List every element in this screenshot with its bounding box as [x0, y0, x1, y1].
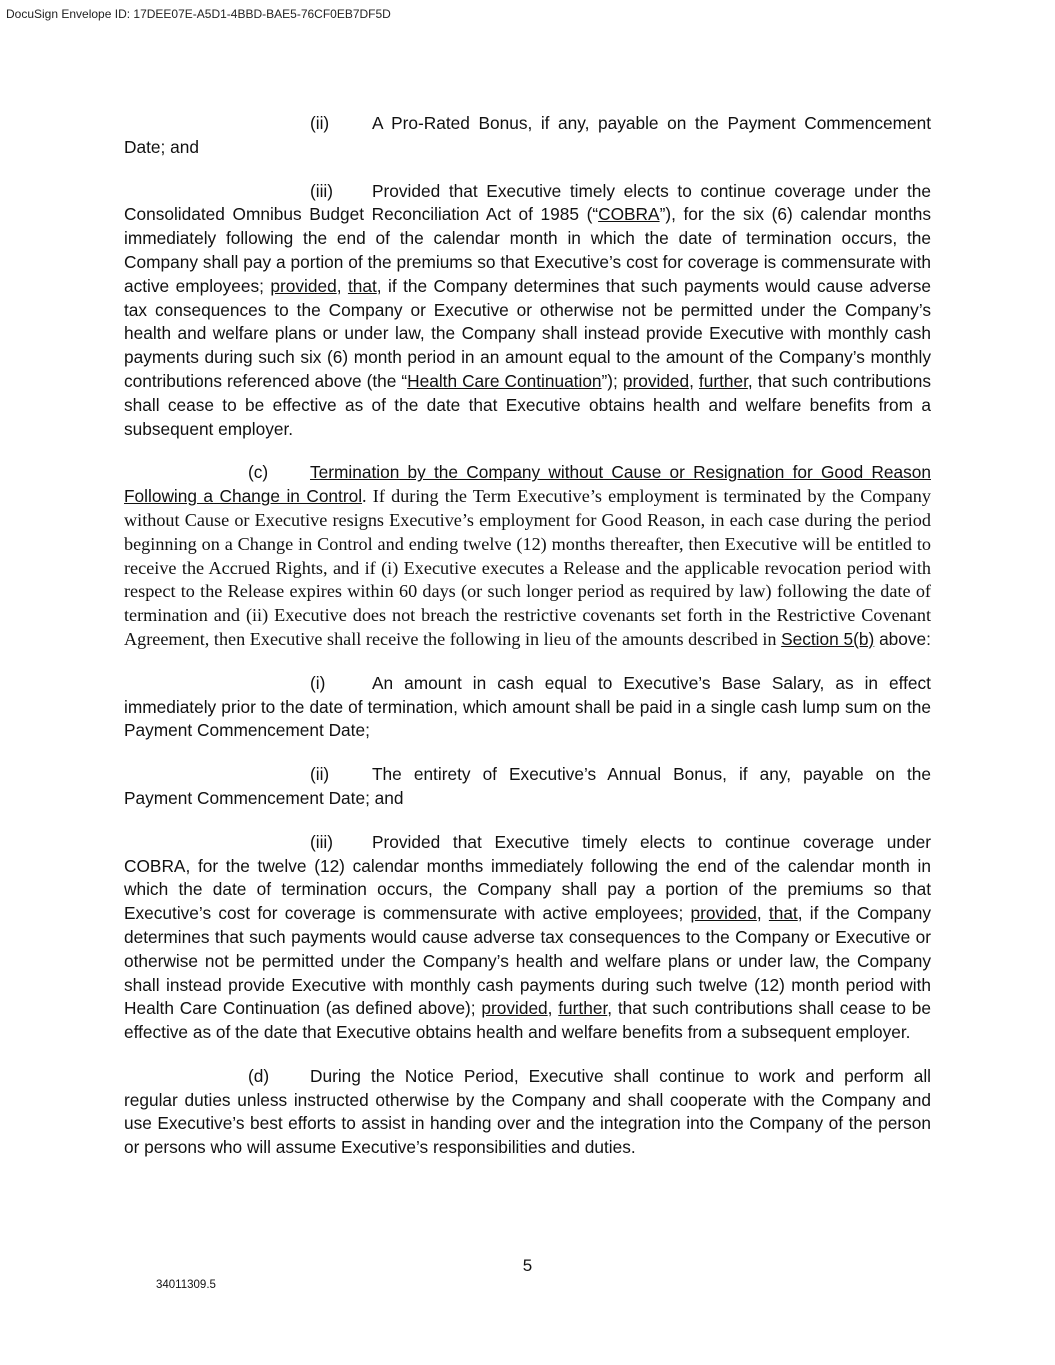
clause-text: An amount in cash equal to Executive’s Base Salary, as in effect immediately prior to the date of termination, which amount shall be paid in a single cash lump sum on the Payment Commencement Date;: [124, 672, 931, 741]
clause-text: , that such contributions shall cease to be effective as of the date that Executive obtains health and welfare benefits from a subsequent employer.: [124, 370, 931, 439]
section-heading: Termination by the Company without Cause or Resignation for Good Reason Following a Change in Control: [124, 462, 931, 507]
underlined-provided: provided: [481, 998, 548, 1019]
paragraph-b-ii: [124, 112, 931, 160]
clause-text: ,: [336, 275, 348, 296]
document-id: 34011309.5: [156, 1279, 216, 1291]
clause-text: , if the Company determines that such payments would cause adverse tax consequences to the Company or Executive or otherwise not be permitted under the Company’s health and welfare plans or under law, the Company shall instead provide Executive with monthly cash payments during such twelve (12) month period with Health Care Continuation (as defined above);: [124, 903, 931, 1019]
clause-number: (c): [248, 462, 269, 483]
underlined-provided: provided: [690, 903, 757, 924]
clause-text: ”);: [601, 370, 623, 391]
clause-text: above:: [874, 628, 931, 649]
clause-text: A Pro-Rated Bonus, if any, payable on the Payment Commencement Date; and: [124, 113, 931, 157]
paragraph-d: [124, 1065, 931, 1160]
clause-number: (i): [310, 672, 326, 693]
clause-text: ,: [756, 903, 769, 924]
paragraph-c-ii: [124, 763, 931, 811]
underlined-provided: provided: [622, 370, 690, 391]
document-body: [124, 112, 931, 1180]
clause-text: Provided that Executive timely elects to continue coverage under the Consolidated Omnibus Budget Reconciliation Act of 1985 (“: [124, 180, 931, 225]
clause-text: ,: [689, 370, 699, 391]
clause-number: (d): [248, 1065, 270, 1086]
paragraph-c: [124, 461, 931, 651]
defined-term-health-care-continuation: Health Care Continuation: [407, 370, 602, 391]
clause-number: (iii): [310, 831, 334, 852]
clause-text: ,: [547, 998, 559, 1019]
clause-text: ”), for the six (6) calendar months immediately following the end of the calendar month in which the date of termination occurs, the Company shall pay a portion of the premiums so that Executive’s cost for coverage is commensurate with active employees;: [124, 204, 931, 296]
underlined-provided: provided: [270, 275, 337, 296]
clause-text: During the Notice Period, Executive shall continue to work and perform all regular duties unless instructed otherwise by the Company and shall cooperate with the Company and use Executive’s best efforts to assist in handing over and the integration into the Company of the person or persons who will assume Executive’s responsibilities and duties.: [124, 1065, 931, 1158]
underlined-that: that: [768, 903, 798, 924]
clause-text: , that such contributions shall cease to be effective as of the date that Executive obtains health and welfare benefits from a subsequent employer.: [124, 998, 931, 1043]
clause-number: (ii): [310, 764, 330, 785]
clause-text: Provided that Executive timely elects to continue coverage under COBRA, for the twelve (12) calendar months immediately following the end of the calendar month in which the date of termination occurs, the Company shall pay a portion of the premiums so that Executive’s cost for coverage is commensurate with active employees;: [124, 831, 931, 924]
paragraph-c-iii: [124, 831, 931, 1045]
paragraph-b-iii: [124, 180, 931, 442]
clause-text: , if the Company determines that such payments would cause adverse tax consequences to the Company or Executive or otherwise not be permitted under the Company’s health and welfare plans or under law, the Company shall instead provide Executive with monthly cash payments during such six (6) month period in an amount equal to the amount of the Company’s monthly contributions referenced above (the “: [124, 275, 932, 391]
clause-number: (iii): [310, 180, 334, 201]
clause-text: . If during the Term Executive’s employment is terminated by the Company without Cause or Executive resigns Executive’s employment for Good Reason, in each case during the period beginning on a Change in Control and ending twelve (12) months thereafter, then Executive will be entitled to receive the Accrued Rights, and if (i) Executive executes a Release and the applicable revocation period with respect to the Release expires within 60 days (or such longer period as required by law) following the date of termination and (ii) Executive does not breach the restrictive covenants set forth in the Restrictive Covenant Agreement, then Executive shall receive the following in lieu of the amounts described in: [124, 486, 931, 649]
underlined-that: that: [347, 275, 377, 296]
defined-term-cobra: COBRA: [598, 204, 660, 225]
section-reference: Section 5(b): [781, 628, 875, 649]
paragraph-c-i: [124, 672, 931, 743]
clause-text: The entirety of Executive’s Annual Bonus, if any, payable on the Payment Commencement Date; and: [124, 764, 931, 808]
clause-number: (ii): [310, 113, 330, 133]
underlined-further: further: [558, 998, 608, 1019]
docusign-envelope-id: DocuSign Envelope ID: 17DEE07E-A5D1-4BBD-BAE5-76CF0EB7DF5D: [6, 7, 391, 21]
page-number: 5: [522, 1256, 533, 1275]
underlined-further: further: [698, 370, 748, 391]
